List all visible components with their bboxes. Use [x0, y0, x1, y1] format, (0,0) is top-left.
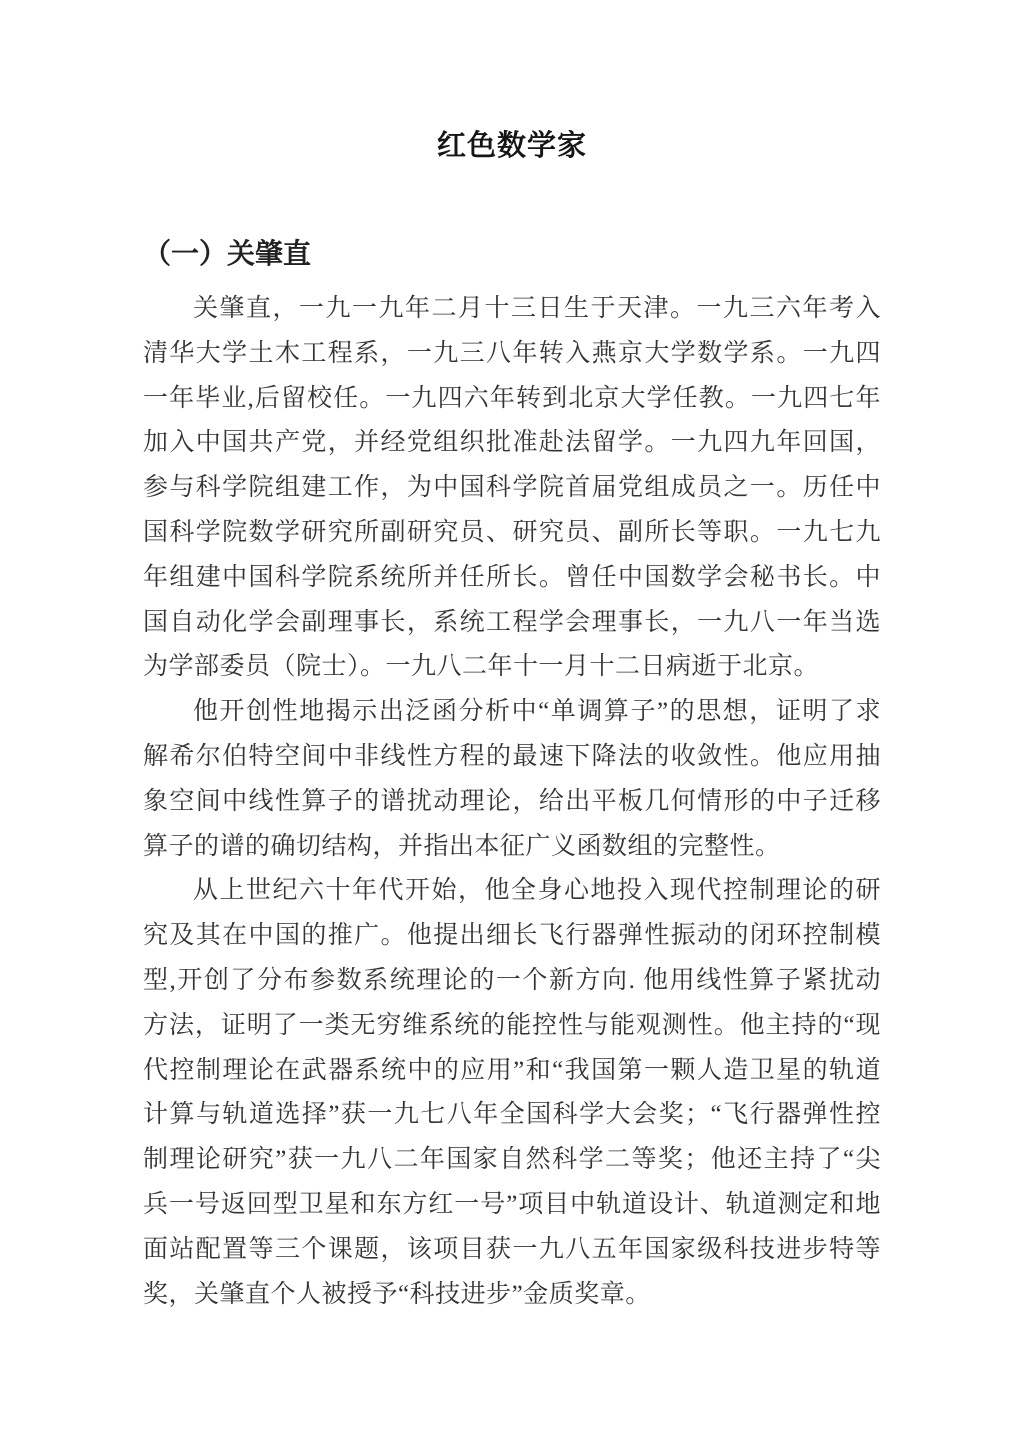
paragraph	[143, 869, 881, 1317]
text-line: 象空间中线性算子的谱扰动理论，给出平板几何情形的中子迁移	[143, 787, 881, 815]
text-line: 国自动化学会副理事长，系统工程学会理事长，一九八一年当选	[143, 608, 881, 636]
text-line: 解希尔伯特空间中非线性方程的最速下降法的收敛性。他应用抽	[143, 742, 881, 770]
paragraph	[143, 287, 881, 690]
text-line: 面站配置等三个课题，该项目获一九八五年国家级科技进步特等	[143, 1235, 881, 1263]
text-line: 算子的谱的确切结构，并指出本征广义函数组的完整性。	[143, 832, 781, 860]
text-line: 一年毕业,后留校任。一九四六年转到北京大学任教。一九四七年	[143, 384, 881, 412]
text-line: 关肇直，一九一九年二月十三日生于天津。一九三六年考入	[193, 295, 881, 322]
text-line: 加入中国共产党，并经党组织批准赴法留学。一九四九年回国，	[143, 429, 881, 457]
text-line: 型,开创了分布参数系统理论的一个新方向. 他用线性算子紧扰动	[143, 966, 881, 994]
text-line: 清华大学土木工程系，一九三八年转入燕京大学数学系。一九四	[143, 339, 881, 367]
text-line: 参与科学院组建工作，为中国科学院首届党组成员之一。历任中	[143, 474, 881, 502]
text-line: 从上世纪六十年代开始，他全身心地投入现代控制理论的研	[193, 877, 881, 905]
paragraph	[143, 690, 881, 869]
document-body	[143, 287, 881, 1317]
text-line: 他开创性地揭示出泛函分析中“单调算子”的思想，证明了求	[193, 698, 881, 726]
text-line: 计算与轨道选择”获一九七八年全国科学大会奖；“飞行器弹性控	[143, 1101, 881, 1129]
text-line: 奖，关肇直个人被授予“科技进步”金质奖章。	[143, 1280, 651, 1308]
text-line: 兵一号返回型卫星和东方红一号”项目中轨道设计、轨道测定和地	[143, 1190, 881, 1218]
text-line: 制理论研究”获一九八二年国家自然科学二等奖；他还主持了“尖	[143, 1146, 881, 1174]
text-line: 方法，证明了一类无穷维系统的能控性与能观测性。他主持的“现	[143, 1011, 881, 1039]
text-line: 国科学院数学研究所副研究员、研究员、副所长等职。一九七九	[143, 518, 881, 546]
text-line: 为学部委员（院士）。一九八二年十一月十二日病逝于北京。	[143, 653, 820, 681]
text-line: 年组建中国科学院系统所并任所长。曾任中国数学会秘书长。中	[143, 563, 881, 591]
section-heading: （一）关肇直	[143, 238, 312, 269]
text-line: 究及其在中国的推广。他提出细长飞行器弹性振动的闭环控制模	[143, 922, 881, 950]
text-line: 代控制理论在武器系统中的应用”和“我国第一颗人造卫星的轨道	[143, 1056, 881, 1084]
document-title: 红色数学家	[436, 130, 587, 162]
